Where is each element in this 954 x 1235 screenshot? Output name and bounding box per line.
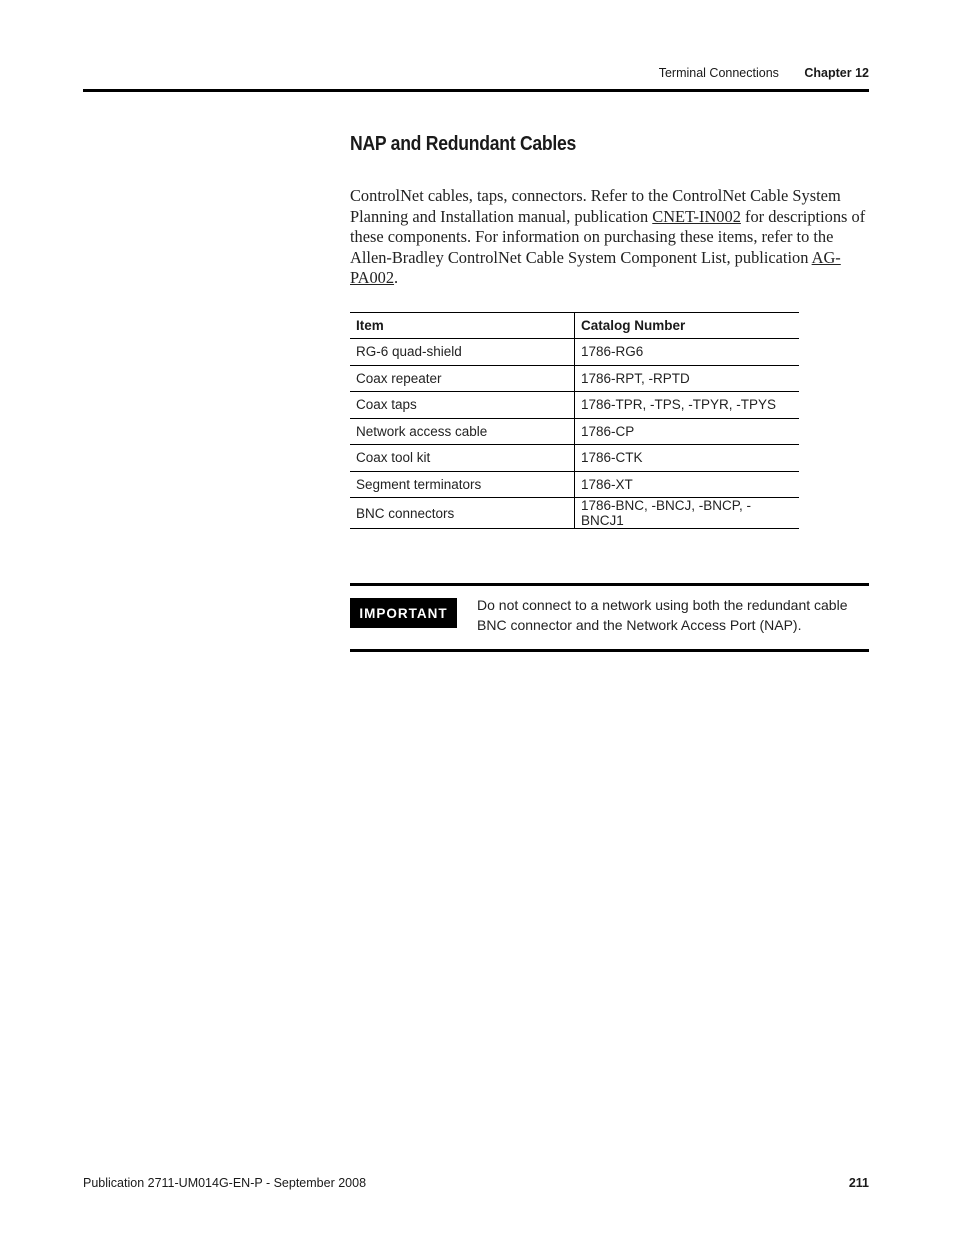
catalog-number-cell: 1786-CTK <box>575 445 800 472</box>
catalog-number-cell: 1786-TPR, -TPS, -TPYR, -TPYS <box>575 392 800 419</box>
column-header-catalog-number: Catalog Number <box>575 313 800 339</box>
table-row <box>350 339 799 366</box>
header-section-title: Terminal Connections <box>658 66 779 80</box>
ag-pa002-link[interactable]: AG-PA002 <box>350 247 841 288</box>
running-header <box>659 66 869 80</box>
catalog-number-cell: 1786-BNC, -BNCJ, -BNCP, -BNCJ1 <box>575 498 800 529</box>
table-row <box>350 498 799 529</box>
table-row <box>350 392 799 419</box>
footer-page-number: 211 <box>848 1176 869 1190</box>
item-cell: BNC connectors <box>350 498 575 529</box>
header-divider <box>83 89 869 92</box>
item-cell: RG-6 quad-shield <box>350 339 575 366</box>
table-row <box>350 365 799 392</box>
paragraph-text-2: for descriptions of these components. For information on purchasing these items, refer to the Allen-Bradley ControlNet Cable System Component List, publication <box>350 206 866 267</box>
important-notice <box>350 583 869 652</box>
catalog-number-cell: 1786-RG6 <box>575 339 800 366</box>
item-cell: Coax taps <box>350 392 575 419</box>
table-header-row <box>350 313 799 339</box>
cnet-in002-link[interactable]: CNET-IN002 <box>652 206 741 226</box>
catalog-number-cell: 1786-CP <box>575 418 800 445</box>
intro-paragraph <box>350 186 870 289</box>
paragraph-text-3: . <box>394 268 399 288</box>
footer-publication: Publication 2711-UM014G-EN-P - September 2008 <box>83 1176 367 1190</box>
table-row <box>350 445 799 472</box>
column-header-item: Item <box>350 313 575 339</box>
page-title: NAP and Redundant Cables <box>350 133 577 155</box>
item-cell: Network access cable <box>350 418 575 445</box>
item-cell: Coax repeater <box>350 365 575 392</box>
catalog-number-cell: 1786-XT <box>575 471 800 498</box>
item-cell: Segment terminators <box>350 471 575 498</box>
catalog-number-cell: 1786-RPT, -RPTD <box>575 365 800 392</box>
table-row <box>350 418 799 445</box>
important-badge: IMPORTANT <box>350 598 457 628</box>
header-chapter-label: Chapter 12 <box>804 66 869 80</box>
paragraph-text-1: ControlNet cables, taps, connectors. Refer to the ControlNet Cable System Planning and Installation manual, publication <box>350 186 841 226</box>
catalog-table <box>350 312 799 529</box>
important-text: Do not connect to a network using both the redundant cable BNC connector and the Network Access Port (NAP). <box>477 597 848 633</box>
table-row <box>350 471 799 498</box>
item-cell: Coax tool kit <box>350 445 575 472</box>
